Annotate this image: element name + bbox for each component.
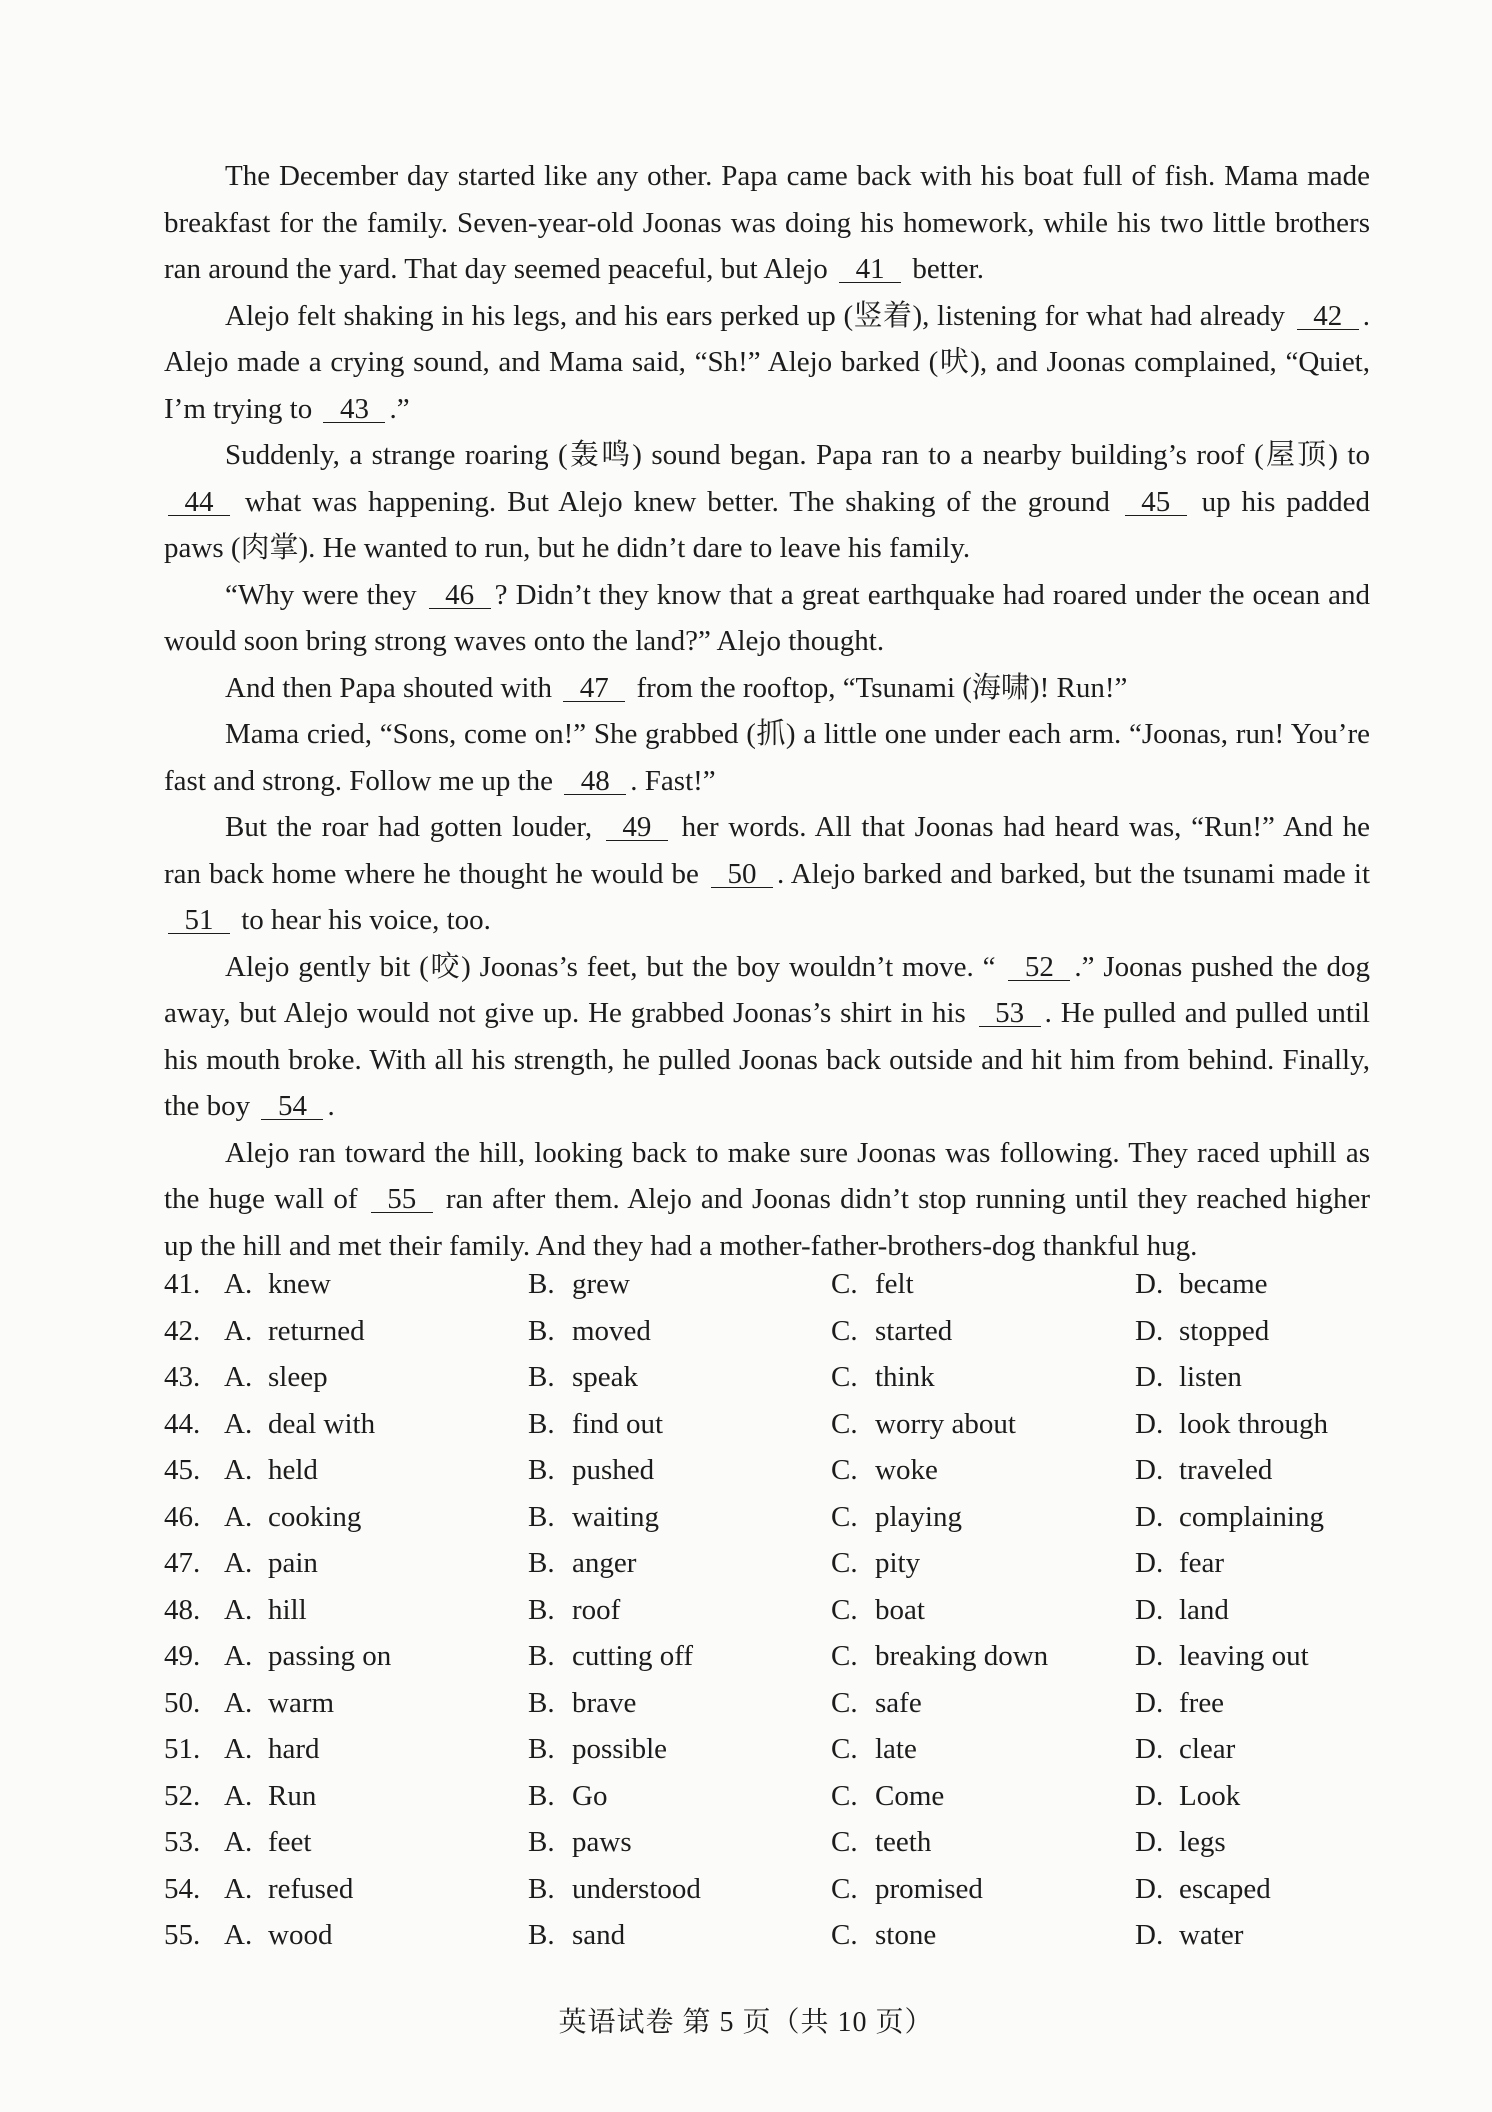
passage-paragraph (164, 153, 1370, 293)
option-row (164, 1780, 1374, 1827)
option-choice (528, 1361, 638, 1394)
option-text: Run (268, 1779, 317, 1812)
option-letter: A. (224, 1314, 253, 1347)
question-number: 48. (164, 1593, 201, 1626)
answer-options (164, 1268, 1374, 1966)
passage-text: what was happening. But Alejo knew better. The shaking of the ground (244, 485, 1110, 518)
option-letter: C. (831, 1361, 858, 1393)
passage-text: up his padded paws (肉掌). He wanted to run, but he didn’t dare to leave his family. (164, 485, 1371, 564)
option-text: paws (572, 1826, 632, 1858)
option-row (164, 1361, 1374, 1408)
question-number: 52. (164, 1779, 201, 1812)
option-text: find out (572, 1407, 664, 1440)
option-letter: C. (831, 1454, 858, 1486)
answer-blank: 48 (564, 768, 626, 795)
passage-text: to hear his voice, too. (241, 904, 491, 936)
cloze-passage (164, 153, 1370, 1269)
option-text: sleep (268, 1361, 328, 1393)
option-choice (831, 1501, 962, 1534)
option-letter: B. (528, 1686, 555, 1719)
option-letter: B. (528, 1407, 555, 1440)
option-text: listen (1179, 1361, 1242, 1393)
option-row (164, 1640, 1374, 1687)
option-text: deal with (268, 1407, 376, 1440)
question-number: 42. (164, 1314, 201, 1347)
option-letter: B. (528, 1872, 555, 1905)
question-number: 43. (164, 1361, 201, 1393)
option-choice (528, 1547, 636, 1580)
option-letter: D. (1135, 1826, 1164, 1858)
option-text: free (1179, 1686, 1225, 1719)
question-number: 49. (164, 1640, 201, 1672)
passage-text: The December day started like any other. Papa came back with his boat full of fish. Mama made breakfast for the family. Seven-year-old Joonas was doing his homework, while his two little brothers ran around the yard. That day seemed peaceful, but Alejo (164, 160, 1370, 285)
option-choice (831, 1408, 1016, 1441)
option-letter: A. (224, 1919, 253, 1951)
option-letter: B. (528, 1454, 555, 1486)
option-letter: C. (831, 1779, 858, 1812)
option-text: moved (572, 1314, 651, 1347)
passage-text: ran after them. Alejo and Joonas didn’t stop running until they reached higher up the hill and met their family. And they had a mother-father-brothers-dog thankful hug. (164, 1183, 1370, 1262)
option-letter: C. (831, 1593, 858, 1626)
option-row (164, 1408, 1374, 1455)
option-choice (528, 1315, 651, 1348)
option-choice (831, 1547, 920, 1580)
option-choice (831, 1315, 952, 1348)
option-text: escaped (1179, 1872, 1271, 1905)
option-choice (831, 1919, 936, 1952)
option-row (164, 1687, 1374, 1734)
option-letter: A. (224, 1872, 253, 1905)
option-choice (831, 1780, 944, 1813)
question-number: 47. (164, 1547, 201, 1579)
option-row (164, 1873, 1374, 1920)
question-number: 50. (164, 1686, 201, 1719)
option-text: felt (875, 1268, 914, 1300)
question-number: 55. (164, 1919, 201, 1951)
passage-text: “Why were they (225, 578, 417, 611)
option-text: cutting off (572, 1640, 694, 1672)
option-choice (528, 1501, 659, 1534)
passage-text: .” Joonas pushed the dog away, but Alejo would not give up. He grabbed Joonas’s shirt in his (164, 950, 1370, 1029)
option-row (164, 1594, 1374, 1641)
option-letter: D. (1135, 1593, 1164, 1626)
passage-paragraph (164, 944, 1370, 1130)
option-letter: A. (224, 1779, 253, 1812)
option-text: understood (572, 1872, 701, 1905)
option-choice (1135, 1733, 1235, 1766)
option-choice (224, 1919, 332, 1952)
option-choice (831, 1640, 1048, 1673)
option-text: brave (572, 1686, 637, 1719)
passage-paragraph (164, 711, 1370, 804)
option-text: breaking down (875, 1640, 1049, 1672)
option-choice (528, 1687, 636, 1720)
option-letter: D. (1135, 1547, 1164, 1579)
option-text: complaining (1179, 1500, 1324, 1533)
option-choice (1135, 1454, 1272, 1487)
option-text: woke (875, 1454, 938, 1486)
option-choice (831, 1873, 983, 1906)
passage-paragraph (164, 572, 1370, 665)
option-text: wood (268, 1919, 333, 1951)
question-number: 53. (164, 1826, 201, 1858)
option-choice (831, 1594, 925, 1627)
option-text: worry about (875, 1407, 1016, 1440)
answer-blank: 43 (323, 396, 385, 423)
option-choice (224, 1547, 318, 1580)
option-text: passing on (268, 1640, 392, 1672)
answer-blank: 41 (839, 256, 901, 283)
option-letter: B. (528, 1919, 555, 1951)
option-choice (831, 1268, 914, 1301)
option-letter: B. (528, 1640, 555, 1672)
answer-blank: 49 (606, 814, 668, 841)
option-choice (1135, 1594, 1229, 1627)
passage-paragraph (164, 804, 1370, 944)
option-letter: D. (1135, 1361, 1164, 1393)
option-text: leaving out (1179, 1640, 1309, 1672)
option-letter: D. (1135, 1733, 1164, 1765)
option-choice (528, 1826, 632, 1859)
passage-text: from the rooftop, “Tsunami (海啸)! Run!” (636, 671, 1128, 704)
option-letter: D. (1135, 1779, 1164, 1812)
option-text: waiting (572, 1500, 659, 1533)
passage-text: But the roar had gotten louder, (225, 811, 593, 843)
option-choice (1135, 1919, 1243, 1952)
passage-text: Mama cried, “Sons, come on!” She grabbed (抓) a little one under each arm. “Joonas, run! You’re fast and strong. Follow me up the (164, 718, 1370, 797)
question-number: 45. (164, 1454, 201, 1486)
option-letter: B. (528, 1593, 555, 1626)
passage-text: . Fast!” (630, 764, 716, 797)
option-choice (1135, 1873, 1271, 1906)
answer-blank: 53 (979, 1000, 1041, 1027)
option-letter: A. (224, 1500, 253, 1533)
passage-text: And then Papa shouted with (225, 671, 553, 704)
passage-text: Suddenly, a strange roaring (轰鸣) sound began. Papa ran to a nearby building’s roof (屋顶) to (225, 439, 1370, 471)
option-choice (528, 1594, 620, 1627)
option-letter: B. (528, 1500, 555, 1533)
passage-text: Alejo ran toward the hill, looking back to make sure Joonas was following. They raced uphill as the huge wall of (164, 1136, 1370, 1215)
option-text: refused (268, 1872, 354, 1905)
passage-text: .” (389, 392, 410, 425)
option-text: sand (572, 1919, 626, 1951)
option-choice (831, 1826, 931, 1859)
passage-text: Alejo felt shaking in his legs, and his ears perked up (竖着), listening for what had already (225, 299, 1286, 332)
option-letter: D. (1135, 1407, 1164, 1440)
answer-blank: 46 (429, 582, 491, 609)
option-choice (1135, 1640, 1309, 1673)
option-text: legs (1179, 1826, 1226, 1858)
option-text: stopped (1179, 1314, 1270, 1347)
passage-paragraph (164, 1130, 1370, 1270)
answer-blank: 42 (1297, 303, 1359, 330)
option-letter: D. (1135, 1686, 1164, 1719)
option-row (164, 1733, 1374, 1780)
option-choice (224, 1687, 334, 1720)
option-text: hard (268, 1733, 320, 1765)
option-text: stone (875, 1919, 937, 1951)
option-letter: B. (528, 1547, 555, 1579)
option-text: knew (268, 1268, 331, 1300)
option-row (164, 1501, 1374, 1548)
question-number: 51. (164, 1733, 201, 1765)
option-text: pity (875, 1547, 921, 1579)
passage-paragraph (164, 665, 1370, 712)
option-letter: C. (831, 1733, 858, 1765)
option-letter: D. (1135, 1919, 1164, 1951)
option-letter: A. (224, 1454, 253, 1486)
option-letter: B. (528, 1268, 555, 1300)
option-letter: D. (1135, 1454, 1164, 1486)
question-number: 44. (164, 1407, 201, 1440)
option-text: possible (572, 1733, 668, 1765)
option-choice (528, 1268, 630, 1301)
option-choice (1135, 1408, 1328, 1441)
option-letter: B. (528, 1779, 555, 1812)
option-text: safe (875, 1686, 922, 1719)
option-text: late (875, 1733, 917, 1765)
answer-blank: 54 (261, 1093, 323, 1120)
option-choice (528, 1780, 607, 1813)
option-choice (1135, 1780, 1240, 1813)
option-letter: A. (224, 1268, 253, 1300)
option-choice (831, 1687, 922, 1720)
option-letter: A. (224, 1547, 253, 1579)
option-letter: C. (831, 1872, 858, 1905)
option-text: grew (572, 1268, 630, 1300)
passage-text: Alejo gently bit (咬) Joonas’s feet, but the boy wouldn’t move. “ (225, 950, 996, 983)
answer-blank: 44 (168, 489, 230, 516)
passage-text: better. (912, 253, 984, 285)
option-text: clear (1179, 1733, 1236, 1765)
question-number: 54. (164, 1872, 201, 1905)
answer-blank: 45 (1125, 489, 1187, 516)
option-letter: A. (224, 1733, 253, 1765)
option-text: started (875, 1314, 953, 1347)
option-letter: C. (831, 1919, 858, 1951)
passage-text: . Alejo barked and barked, but the tsunami made it (777, 857, 1371, 890)
answer-blank: 47 (563, 675, 625, 702)
option-text: promised (875, 1872, 983, 1905)
option-letter: B. (528, 1733, 555, 1765)
answer-blank: 52 (1008, 954, 1070, 981)
option-text: look through (1179, 1407, 1329, 1440)
option-text: speak (572, 1361, 639, 1393)
passage-paragraph (164, 293, 1370, 433)
passage-text: . He pulled and pulled until his mouth broke. With all his strength, he pulled Joonas back outside and hit him from behind. Finally, the boy (164, 997, 1370, 1122)
passage-text: . Alejo made a crying sound, and Mama said, “Sh!” Alejo barked (吠), and Joonas complained, “Quiet, I’m trying to (164, 299, 1370, 425)
option-choice (224, 1454, 318, 1487)
option-text: warm (268, 1686, 335, 1719)
option-letter: A. (224, 1407, 253, 1440)
option-letter: A. (224, 1686, 253, 1719)
option-choice (224, 1780, 316, 1813)
option-letter: D. (1135, 1872, 1164, 1905)
option-choice (224, 1594, 307, 1627)
passage-paragraph (164, 432, 1370, 572)
option-letter: C. (831, 1640, 858, 1672)
answer-blank: 51 (168, 907, 230, 934)
passage-text: ? Didn’t they know that a great earthquake had roared under the ocean and would soon bring strong waves onto the land?” Alejo thought. (164, 578, 1371, 657)
option-text: traveled (1179, 1454, 1273, 1486)
option-choice (831, 1733, 917, 1766)
option-text: teeth (875, 1826, 932, 1858)
option-text: feet (268, 1826, 312, 1858)
option-choice (1135, 1826, 1226, 1859)
option-row (164, 1268, 1374, 1315)
option-text: pushed (572, 1454, 655, 1486)
option-choice (528, 1919, 625, 1952)
option-letter: B. (528, 1826, 555, 1858)
option-choice (224, 1640, 391, 1673)
option-letter: B. (528, 1361, 555, 1393)
option-text: held (268, 1454, 318, 1486)
page-footer: 英语试卷 第 5 页（共 10 页） (558, 2007, 934, 2038)
option-letter: A. (224, 1593, 253, 1626)
option-row (164, 1547, 1374, 1594)
option-row (164, 1454, 1374, 1501)
option-letter: D. (1135, 1268, 1164, 1300)
option-choice (224, 1733, 320, 1766)
option-choice (1135, 1547, 1224, 1580)
question-number: 46. (164, 1500, 201, 1533)
option-choice (224, 1361, 328, 1394)
option-text: cooking (268, 1500, 362, 1533)
option-choice (528, 1873, 701, 1906)
option-letter: A. (224, 1361, 253, 1393)
passage-text: her words. All that Joonas had heard was, “Run!” And he ran back home where he thought he would be (164, 811, 1371, 890)
option-choice (1135, 1687, 1224, 1720)
option-letter: C. (831, 1500, 858, 1533)
option-letter: D. (1135, 1500, 1164, 1533)
option-text: fear (1179, 1547, 1225, 1579)
option-choice (224, 1826, 311, 1859)
option-text: anger (572, 1547, 637, 1579)
option-letter: D. (1135, 1640, 1164, 1672)
option-text: Go (572, 1779, 608, 1812)
option-choice (528, 1454, 654, 1487)
option-choice (224, 1873, 353, 1906)
option-row (164, 1919, 1374, 1966)
option-choice (1135, 1315, 1269, 1348)
option-row (164, 1826, 1374, 1873)
option-choice (1135, 1361, 1242, 1394)
option-choice (1135, 1268, 1268, 1301)
option-text: land (1179, 1593, 1229, 1626)
option-letter: C. (831, 1268, 858, 1300)
option-choice (831, 1454, 938, 1487)
passage-text: . (327, 1090, 335, 1122)
option-text: playing (875, 1500, 962, 1533)
option-choice (224, 1315, 365, 1348)
option-choice (1135, 1501, 1324, 1534)
option-letter: C. (831, 1547, 858, 1579)
option-choice (224, 1408, 375, 1441)
option-choice (831, 1361, 935, 1394)
answer-blank: 55 (371, 1186, 433, 1213)
option-letter: B. (528, 1314, 555, 1347)
question-number: 41. (164, 1268, 201, 1300)
option-text: became (1179, 1268, 1268, 1300)
option-letter: C. (831, 1686, 858, 1719)
option-choice (528, 1408, 663, 1441)
option-letter: C. (831, 1826, 858, 1858)
option-text: returned (268, 1314, 365, 1347)
option-letter: C. (831, 1407, 858, 1440)
option-choice (528, 1733, 667, 1766)
option-letter: A. (224, 1826, 253, 1858)
option-letter: A. (224, 1640, 253, 1672)
option-letter: D. (1135, 1314, 1164, 1347)
option-text: roof (572, 1593, 621, 1626)
option-text: boat (875, 1593, 925, 1626)
option-text: Come (875, 1779, 945, 1812)
option-choice (224, 1501, 361, 1534)
option-text: hill (268, 1593, 307, 1626)
option-text: think (875, 1361, 935, 1393)
option-text: Look (1179, 1779, 1241, 1812)
option-text: pain (268, 1547, 318, 1579)
option-choice (224, 1268, 331, 1301)
option-letter: C. (831, 1314, 858, 1347)
option-row (164, 1315, 1374, 1362)
option-text: water (1179, 1919, 1244, 1951)
answer-blank: 50 (711, 861, 773, 888)
option-choice (528, 1640, 693, 1673)
